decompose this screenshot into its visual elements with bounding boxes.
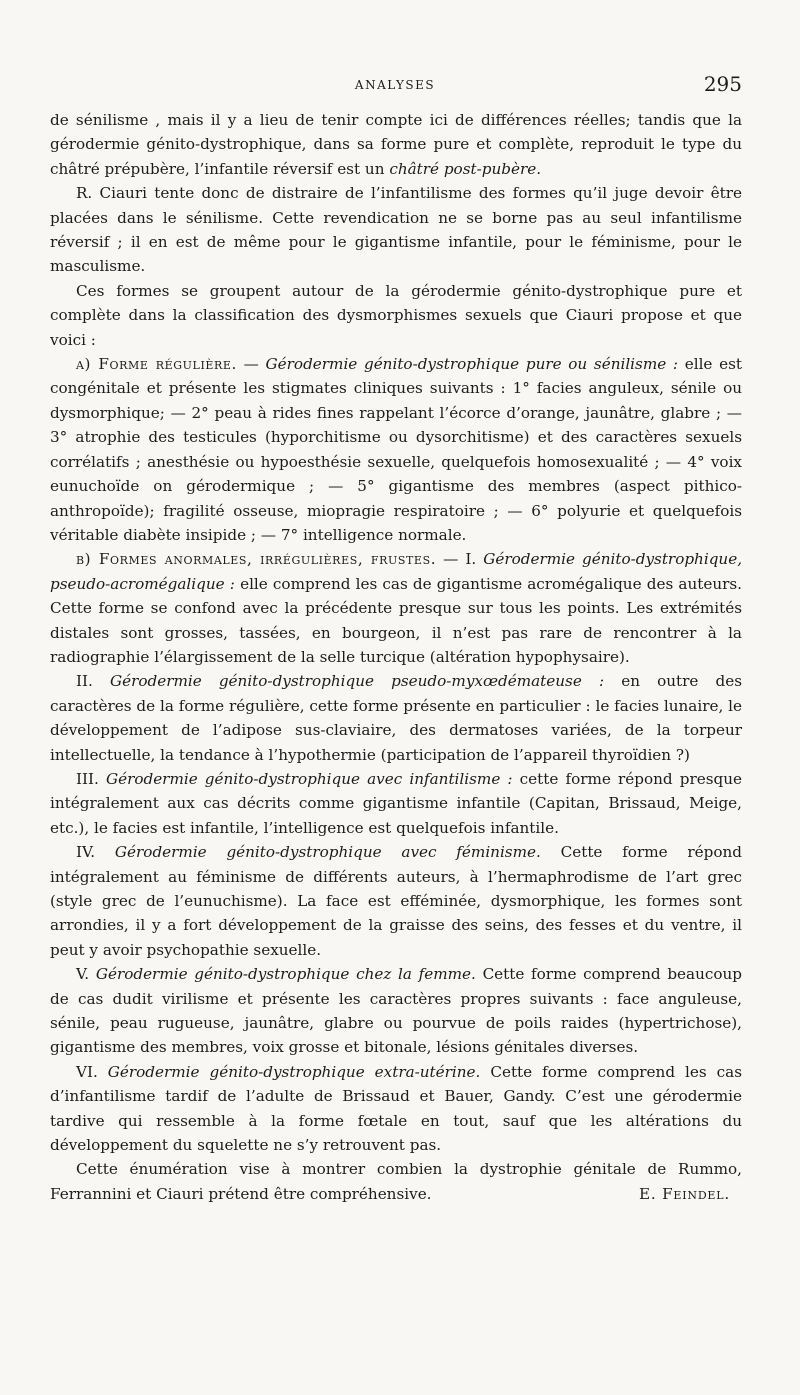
running-title: ANALYSES [354,78,436,92]
form-title: Gérodermie génito-dystrophique chez la femme. [95,965,476,984]
paragraph-form-1 [50,547,742,669]
paragraph-text: Cette forme répond intégralement au féminisme de différents auteurs, à l’hermaphrodisme de l’art grec (style grec de l’eunuchisme). La face est efféminée, dysmorphique, les formes sont arrondies, il y a fort développement de la graisse des seins, des fesses et du ventre, il peut y avoir psychopathie sexuelle. [50,843,742,959]
form-title: Gérodermie génito-dystrophique pure ou sénilisme : [265,355,679,374]
form-title: Gérodermie génito-dystrophique, pseudo-acromégalique : [50,550,743,593]
paragraph-form-3 [50,767,742,840]
paragraph-text: Ces formes se groupent autour de la gérodermie génito-dystrophique pure et complète dans la classification des dysmorphismes sexuels que Ciauri propose et que voici : [50,281,742,349]
running-head [48,72,742,96]
form-number: IV. [76,843,96,862]
form-number: VI. [76,1062,98,1081]
paragraph-form-2 [50,669,742,767]
paragraph-text: Cette forme comprend beaucoup de cas dudit virilisme et présente les caractères propres suivants : face anguleuse, sénile, peau rugueuse, jaunâtre, glabre ou pourvue de poils raides (hypertrichose), gigantisme des membres, voix grosse et bitonale, lésions génitales diverses. [50,965,743,1057]
paragraph-form-5 [50,962,742,1060]
paragraph-form-6 [50,1060,742,1158]
paragraph-text: Cette forme comprend les cas d’infantilisme tardif de l’adulte de Brissaud et Bauer, Gandy. C’est une gérodermie tardive qui ressemble à la forme fœtale en tout, sauf que les altérations du développement du squelette ne s’y retrouvent pas. [50,1062,742,1155]
form-number: — I. [443,550,477,569]
paragraph-text: elle est congénitale et présente les stigmates cliniques suivants : 1° facies anguleux, sénile ou dysmorphique; — 2° peau à rides fines rappelant l’écorce d’orange, jaunâtre, glabre ; — 3° atrophie des testicules (hyporchitisme ou dysorchitisme) et des caractères sexuels corrélatifs ; anesthésie ou hypoesthésie sexuelle, quelquefois homosexualité ; — 4° voix eunuchoïde on gérodermique ; — 5° gigantisme des membres (aspect pithico-anthropoïde); fragilité osseuse, miopragie respiratoire ; — 6° polyurie et quelquefois véritable diabète insipide ; — 7° intelligence normale. [50,355,742,544]
paragraph-text: cette forme répond presque intégralement aux cas décrits comme gigantisme infantile (Capitan, Brissaud, Meige, etc.), le facies est infantile, l’intelligence est quelquefois infantile. [50,769,742,837]
author-signature: E. Feindel. [638,1184,730,1203]
paragraph-conclusion [50,1157,742,1206]
form-title: Gérodermie génito-dystrophique extra-utérine. [107,1062,481,1081]
form-number: II. [76,672,93,691]
paragraph-text: en outre des caractères de la forme régulière, cette forme présente en particulier : le facies lunaire, le développement de l’adipose sus-claviaire, des dermatoses variées, de la torpeur intellectuelle, la tendance à l’hypothermie (participation de l’appareil thyroïdien ?) [50,672,743,764]
form-title: Gérodermie génito-dystrophique pseudo-myxœdémateuse : [109,672,605,691]
section-label: b) Formes anormales, irrégulières, frustes. [76,550,437,569]
paragraph-regular-form: a) Forme régulière. — Gérodermie génito-dystrophique pure ou sénilisme : elle est congénitale et présente les stigmates cliniques suivants : 1° facies anguleux, sénile ou dysmorphique; — 2° peau à rides fines rappelant l’écorce d’orange, jaunâtre, glabre ; — 3° atrophie des testicules (hyporchitisme ou dysorchitisme) et des caractères sexuels corrélatifs ; anesthésie ou hypoesthésie sexuelle, quelquefois homosexualité ; — 4° voix eunuchoïde on gérodermique ; — 5° gigantisme des membres (aspect pithico-anthropoïde); fragilité osseuse, miopragie respiratoire ; — 6° polyurie et quelquefois véritable diabète insipide ; — 7° intelligence normale. [50,355,742,544]
paragraph-form-4 [50,840,742,962]
paragraph-text: Cette énumération vise à montrer combien la dystrophie génitale de Rummo, Ferrannini et Ciauri prétend être compréhensive. [50,1160,742,1203]
form-title: Gérodermie génito-dystrophique avec féminisme. [114,843,541,862]
page-number: 295 [703,72,742,96]
article-body [50,108,742,1206]
emphasis-text: châtré post-pubère. [389,159,542,178]
paragraph-text: elle comprend les cas de gigantisme acromégalique des auteurs. Cette forme se confond avec la précédente presque sur tous les points. Les extrémités distales sont grosses, tassées, en bourgeon, il n’est pas rare de rencontrer à la radiographie l’élargissement de la selle turcique (altération hypophysaire). [50,574,742,666]
form-number: V. [76,965,90,984]
section-label: a) Forme régulière. [76,355,237,374]
form-number: III. [76,769,99,788]
form-title: Gérodermie génito-dystrophique avec infantilisme : [105,769,513,788]
paragraph-2 [50,181,742,279]
paragraph-1 [50,108,742,181]
paragraph-3 [50,279,742,352]
paragraph-text: de sénilisme , mais il y a lieu de tenir compte ici de différences réelles; tandis que la gérodermie génito-dystrophique, dans sa forme pure et complète, reproduit le type du châtré prépubère, l’infantile réversif est un [50,111,742,178]
paragraph-text: R. Ciauri tente donc de distraire de l’infantilisme des formes qu’il juge devoir être placées dans le sénilisme. Cette revendication ne se borne pas au seul infantilisme réversif ; il en est de même pour le gigantisme infantile, pour le féminisme, pour le masculisme. [50,184,742,276]
